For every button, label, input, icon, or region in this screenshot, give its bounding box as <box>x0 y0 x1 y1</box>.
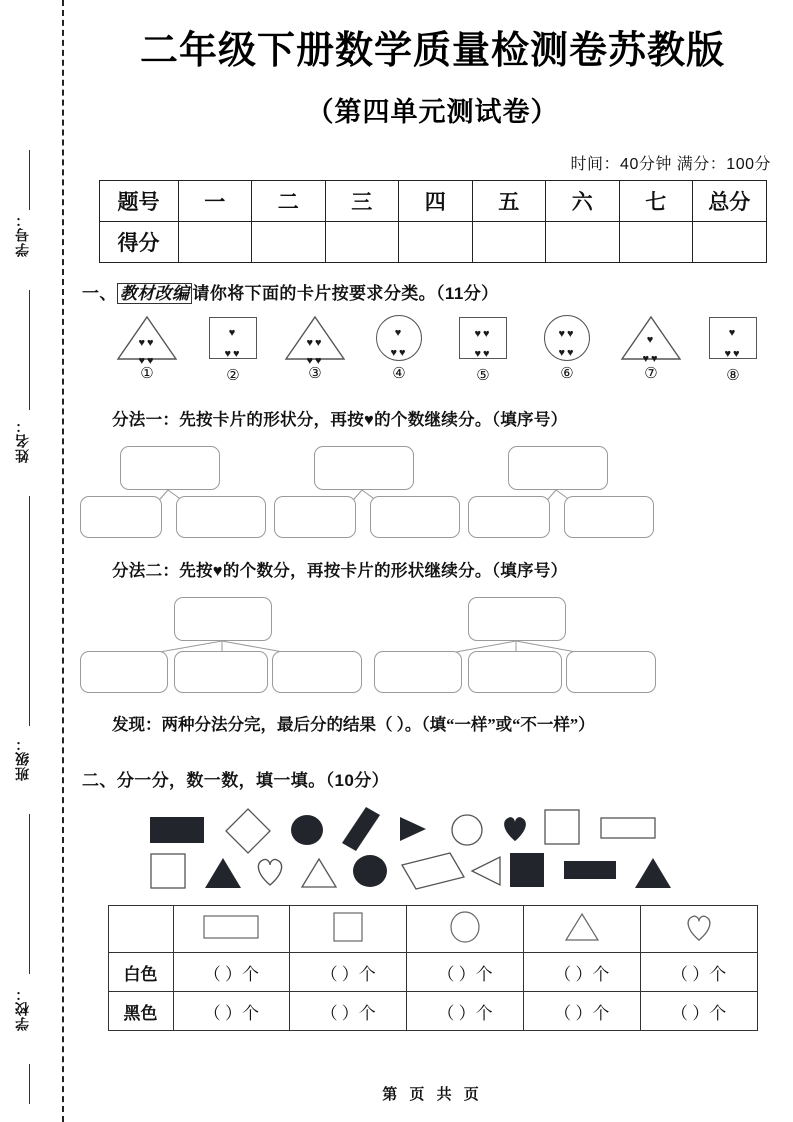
tree1-group1-child-2-box[interactable] <box>176 496 266 538</box>
collage-black-square <box>510 853 544 892</box>
heart-row: ♥♥ <box>558 327 576 340</box>
heart-row: ♥♥ <box>138 354 156 367</box>
tree2-group2-child-3-box[interactable] <box>566 651 656 693</box>
margin-label-student-id: 学号： <box>14 212 30 257</box>
tree2-group1-child-2-box[interactable] <box>174 651 268 693</box>
card-1-label: ① <box>140 364 154 382</box>
card-2-shape <box>196 317 270 365</box>
tree1-group2-child-1-box[interactable] <box>274 496 356 538</box>
score-cell-1[interactable] <box>178 221 252 262</box>
q1-tag: 教材改编 <box>117 283 193 304</box>
card-7 <box>614 314 688 382</box>
triangle-icon <box>284 315 346 367</box>
collage-black-rectangle <box>564 861 616 884</box>
heart-row: ♥♥ <box>390 346 408 359</box>
score-cell-2[interactable] <box>252 221 326 262</box>
count-row-label-black: 黑色 <box>108 992 173 1031</box>
card-6-shape <box>530 315 604 363</box>
tree1-group1-child-1-box[interactable] <box>80 496 162 538</box>
card-7-label: ⑦ <box>644 364 658 382</box>
margin-label-class: 班级： <box>14 736 30 781</box>
count-cell-white-triangle[interactable]: （ ）个 <box>523 953 640 992</box>
table-row <box>108 906 757 953</box>
method-1-label: 分法一：先按卡片的形状分，再按♥的个数继续分。（填序号） <box>112 409 568 429</box>
classification-tree-2 <box>72 589 793 697</box>
heart-row: ♥ <box>646 333 656 346</box>
tree1-group2-parent-box[interactable] <box>314 446 414 490</box>
q1-text: 请你将下面的卡片按要求分类。 <box>192 283 437 303</box>
card-8-shape <box>696 317 770 365</box>
card-2-label: ② <box>226 366 240 384</box>
collage-white-left-triangle <box>470 855 502 892</box>
q2-text: 分一分，数一数，填一填。 <box>116 771 326 791</box>
collage-black-rectangle <box>150 817 204 848</box>
heart-row: ♥♥ <box>224 347 242 360</box>
score-head-3: 三 <box>325 180 399 221</box>
collage-black-triangle <box>204 857 242 894</box>
shape-count-table <box>108 905 758 1031</box>
cut-line-dashed <box>62 0 64 1122</box>
collage-black-triangle <box>634 857 672 894</box>
card-1-shape <box>110 315 184 367</box>
tree1-group1-parent-box[interactable] <box>120 446 220 490</box>
count-header-square <box>290 906 407 953</box>
card-3 <box>278 314 352 382</box>
margin-rule <box>29 290 30 410</box>
tree1-group3-parent-box[interactable] <box>508 446 608 490</box>
tree2-group2-child-2-box[interactable] <box>468 651 562 693</box>
count-cell-black-triangle[interactable]: （ ）个 <box>523 992 640 1031</box>
collage-black-right-triangle <box>398 815 428 848</box>
tree1-group3-child-1-box[interactable] <box>468 496 550 538</box>
collage-white-square <box>544 809 580 850</box>
hearts-group <box>710 318 756 358</box>
worksheet-page <box>72 0 793 1122</box>
tree1-group2-child-2-box[interactable] <box>370 496 460 538</box>
q2-points: （10分） <box>325 771 390 791</box>
method-2-label: 分法二：先按♥的个数分，再按卡片的形状继续分。（填序号） <box>112 560 568 580</box>
score-cell-4[interactable] <box>399 221 473 262</box>
card-7-shape <box>614 315 688 363</box>
tree2-group1-parent-box[interactable] <box>174 597 272 641</box>
margin-rule <box>29 814 30 974</box>
margin-label-name: 姓名： <box>14 418 30 463</box>
hearts-group <box>545 316 589 360</box>
score-head-4: 四 <box>399 180 473 221</box>
card-2 <box>196 314 270 384</box>
count-cell-black-heart[interactable]: （ ）个 <box>640 992 757 1031</box>
square-icon <box>459 317 507 359</box>
heart-row: ♥♥ <box>558 346 576 359</box>
collage-black-slanted-rectangle <box>340 805 384 858</box>
margin-rule <box>29 150 30 210</box>
table-row <box>108 992 757 1031</box>
card-4 <box>362 314 436 382</box>
count-cell-black-rectangle[interactable]: （ ）个 <box>173 992 290 1031</box>
collage-white-rectangle <box>600 817 656 844</box>
table-row <box>108 953 757 992</box>
heart-row: ♥♥ <box>724 347 742 360</box>
count-header-circle <box>407 906 524 953</box>
collage-white-slanted-rectangle <box>400 851 466 896</box>
card-3-shape <box>278 315 352 367</box>
triangle-icon <box>620 315 682 365</box>
tree2-group1-child-1-box[interactable] <box>80 651 168 693</box>
count-cell-white-heart[interactable]: （ ）个 <box>640 953 757 992</box>
classification-tree-1 <box>72 438 793 543</box>
collage-white-triangle <box>300 857 338 894</box>
margin-label-school: 学校： <box>14 986 30 1031</box>
count-header-triangle <box>523 906 640 953</box>
card-8-label: ⑧ <box>726 366 740 384</box>
finding-line: 发现：两种分法分完，最后分的结果（ ）。（填“一样”或“不一样”） <box>112 714 595 734</box>
score-head-total: 总分 <box>693 180 767 221</box>
collage-black-circle <box>290 813 324 852</box>
hearts-group <box>210 318 256 358</box>
card-set <box>72 314 793 392</box>
hearts-group <box>284 315 346 367</box>
q2-number: 二、 <box>82 771 117 791</box>
score-cell-5[interactable] <box>472 221 546 262</box>
heart-row: ♥ <box>394 326 404 339</box>
triangle-icon <box>116 315 178 367</box>
tree1-group3-child-2-box[interactable] <box>564 496 654 538</box>
heart-row: ♥♥ <box>642 352 660 365</box>
card-5-label: ⑤ <box>476 366 490 384</box>
page-footer: 第 页 共 页 <box>382 1086 483 1103</box>
q1-points: （11分） <box>436 283 499 303</box>
count-cell-white-square[interactable]: （ ）个 <box>290 953 407 992</box>
card-6-label: ⑥ <box>560 364 574 382</box>
exam-meta: 时间：40分钟 满分：100分 <box>570 155 771 173</box>
q1-number: 一、 <box>82 283 117 303</box>
card-5-shape <box>446 317 520 365</box>
score-cell-6[interactable] <box>546 221 620 262</box>
score-cell-total[interactable] <box>693 221 767 262</box>
card-1 <box>110 314 184 382</box>
heart-row: ♥♥ <box>306 336 324 349</box>
count-header-rectangle <box>173 906 290 953</box>
score-cell-3[interactable] <box>325 221 399 262</box>
margin-rule <box>29 1064 30 1104</box>
score-head-7: 七 <box>619 180 693 221</box>
count-header-blank <box>108 906 173 953</box>
circle-icon <box>544 315 590 361</box>
heart-row: ♥ <box>728 326 738 339</box>
score-table <box>99 180 767 263</box>
tree2-group2-child-1-box[interactable] <box>374 651 462 693</box>
square-icon <box>709 317 757 359</box>
collage-black-circle <box>352 853 388 894</box>
hearts-group <box>377 316 421 360</box>
score-cell-7[interactable] <box>619 221 693 262</box>
card-5 <box>446 314 520 384</box>
count-cell-white-circle[interactable]: （ ）个 <box>407 953 524 992</box>
card-4-shape <box>362 315 436 363</box>
question-2-heading <box>82 766 793 791</box>
heart-row: ♥♥ <box>306 354 324 367</box>
card-8 <box>696 314 770 384</box>
card-3-label: ③ <box>308 364 322 382</box>
margin-rule <box>29 496 30 726</box>
count-cell-white-rectangle[interactable]: （ ）个 <box>173 953 290 992</box>
tree2-group2-parent-box[interactable] <box>468 597 566 641</box>
circle-icon <box>376 315 422 361</box>
count-header-heart <box>640 906 757 953</box>
count-cell-black-circle[interactable]: （ ）个 <box>407 992 524 1031</box>
hearts-group <box>116 315 178 367</box>
table-row <box>99 221 766 262</box>
card-4-label: ④ <box>392 364 406 382</box>
score-head-1: 一 <box>178 180 252 221</box>
shape-collage <box>72 805 793 897</box>
collage-black-heart <box>500 813 530 848</box>
score-head-label: 题号 <box>99 180 178 221</box>
collage-white-heart <box>254 855 286 892</box>
score-head-6: 六 <box>546 180 620 221</box>
card-6 <box>530 314 604 382</box>
score-head-2: 二 <box>252 180 326 221</box>
collage-white-circle <box>450 813 484 852</box>
count-row-label-white: 白色 <box>108 953 173 992</box>
question-1-heading <box>82 279 793 304</box>
score-row-label: 得分 <box>99 221 178 262</box>
page-title: 二年级下册数学质量检测卷苏教版 <box>139 30 725 72</box>
count-cell-black-square[interactable]: （ ）个 <box>290 992 407 1031</box>
collage-white-square <box>150 853 186 894</box>
hearts-group <box>460 318 506 358</box>
score-head-5: 五 <box>472 180 546 221</box>
heart-row: ♥♥ <box>474 327 492 340</box>
heart-row: ♥♥ <box>138 336 156 349</box>
table-row <box>99 180 766 221</box>
heart-row: ♥♥ <box>474 347 492 360</box>
square-icon <box>209 317 257 359</box>
collage-white-diamond <box>224 807 272 860</box>
tree2-group1-child-3-box[interactable] <box>272 651 362 693</box>
page-subtitle: （第四单元测试卷） <box>306 96 559 127</box>
hearts-group <box>620 315 682 365</box>
left-margin-strip <box>0 0 72 1122</box>
heart-row: ♥ <box>228 326 238 339</box>
